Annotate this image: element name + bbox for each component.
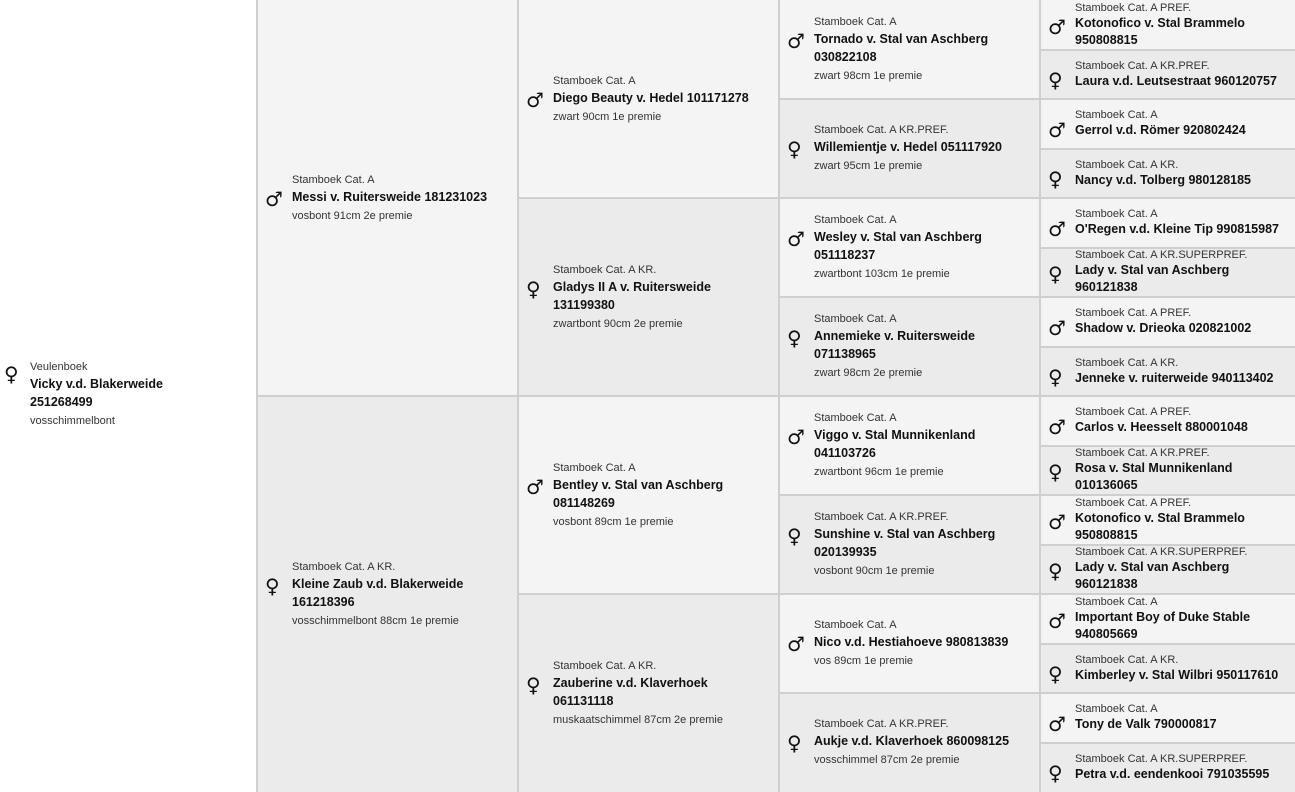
row-divider (1040, 445, 1295, 447)
female-icon: ♀ (787, 731, 802, 755)
horse-name[interactable]: Lady v. Stal van Aschberg 960121838 (1075, 560, 1230, 592)
gen3-horse-card[interactable] (779, 594, 1040, 693)
horse-name[interactable]: Messi v. Ruitersweide 181231023 (292, 189, 488, 204)
horse-name[interactable]: Gladys II A v. Ruitersweide 131199380 (553, 279, 711, 312)
horse-name[interactable]: Rosa v. Stal Munnikenland 010136065 (1075, 461, 1233, 493)
registry-label: Stamboek Cat. A KR. (1075, 653, 1179, 666)
gen3-horse-card[interactable] (779, 495, 1040, 594)
gen4-horse-card[interactable] (1040, 248, 1295, 298)
horse-name[interactable]: Important Boy of Duke Stable 940805669 (1075, 609, 1251, 641)
horse-description: vosschimmel 87cm 2e premie (814, 754, 960, 766)
horse-description: zwart 98cm 2e premie (814, 367, 923, 379)
gen4-horse-card[interactable] (1040, 495, 1295, 545)
horse-name[interactable]: Tornado v. Stal van Aschberg 030822108 (814, 32, 989, 64)
column-divider (1039, 0, 1041, 792)
horse-description: zwartbont 103cm 1e premie (814, 268, 950, 280)
root-horse-card[interactable] (0, 0, 257, 792)
female-icon: ♀ (1048, 662, 1063, 687)
registry-label: Stamboek Cat. A (1075, 703, 1158, 716)
gen2-horse-card[interactable] (518, 396, 779, 594)
horse-description: vosbont 90cm 1e premie (814, 565, 935, 577)
gen4-horse-card[interactable] (1040, 198, 1295, 248)
horse-description: zwart 98cm 1e premie (814, 70, 923, 82)
horse-name[interactable]: Laura v.d. Leutsestraat 960120757 (1075, 73, 1277, 88)
horse-description: zwartbont 90cm 2e premie (553, 317, 683, 330)
female-icon: ♀ (787, 326, 802, 350)
registry-label: Stamboek Cat. A (1075, 595, 1158, 608)
registry-label: Stamboek Cat. A (814, 313, 897, 325)
row-divider (1040, 148, 1295, 150)
horse-name[interactable]: Nancy v.d. Tolberg 980128185 (1075, 172, 1252, 187)
column-divider (517, 0, 519, 792)
horse-name[interactable]: Kotonofico v. Stal Brammelo 950808815 (1075, 510, 1245, 542)
gen4-horse-card[interactable] (1040, 297, 1295, 347)
registry-label: Stamboek Cat. A PREF. (1075, 496, 1192, 509)
row-divider (1040, 197, 1295, 199)
male-icon: ♂ (1048, 509, 1066, 534)
horse-name[interactable]: Kotonofico v. Stal Brammelo 950808815 (1075, 15, 1245, 47)
registry-label: Stamboek Cat. A KR.PREF. (814, 718, 949, 730)
gen3-horse-card[interactable] (779, 693, 1040, 792)
registry-label: Stamboek Cat. A (814, 619, 897, 631)
horse-description: zwart 95cm 1e premie (814, 160, 923, 172)
row-divider (779, 593, 1040, 595)
male-icon: ♂ (1048, 711, 1066, 736)
registry-label: Stamboek Cat. A (553, 74, 636, 87)
male-icon: ♂ (1048, 117, 1066, 142)
male-icon: ♂ (526, 87, 544, 112)
gen4-horse-card[interactable] (1040, 149, 1295, 199)
female-icon: ♀ (1048, 167, 1063, 192)
horse-name[interactable]: Viggo v. Stal Munnikenland 041103726 (814, 428, 976, 460)
row-divider (1040, 296, 1295, 298)
male-icon: ♂ (1048, 414, 1066, 439)
horse-name[interactable]: Gerrol v.d. Römer 920802424 (1075, 123, 1246, 138)
registry-label: Stamboek Cat. A KR.SUPERPREF. (1075, 249, 1248, 262)
row-divider (779, 197, 1040, 199)
female-icon: ♀ (1048, 68, 1063, 93)
row-divider (1040, 395, 1295, 397)
registry-label: Stamboek Cat. A PREF. (1075, 1, 1192, 14)
gen4-horse-card[interactable] (1040, 99, 1295, 149)
horse-name[interactable]: Aukje v.d. Klaverhoek 860098125 (814, 734, 1010, 748)
gen3-horse-card[interactable] (779, 198, 1040, 297)
row-divider (779, 98, 1040, 100)
column-divider (778, 0, 780, 792)
registry-label: Veulenboek (30, 361, 88, 373)
male-icon: ♂ (787, 227, 805, 251)
horse-name[interactable]: Shadow v. Drieoka 020821002 (1075, 321, 1252, 336)
row-divider (779, 395, 1040, 397)
registry-label: Stamboek Cat. A (1075, 109, 1158, 122)
gen4-horse-card[interactable] (1040, 50, 1295, 100)
row-divider (518, 197, 779, 199)
registry-label: Stamboek Cat. A PREF. (1075, 307, 1192, 320)
female-icon: ♀ (787, 524, 802, 548)
male-icon: ♂ (1048, 14, 1066, 39)
registry-label: Stamboek Cat. A (1075, 208, 1158, 221)
horse-name[interactable]: Zauberine v.d. Klaverhoek 061131118 (553, 675, 708, 708)
gen4-horse-card[interactable] (1040, 0, 1295, 50)
gen3-horse-card[interactable] (779, 297, 1040, 396)
horse-name[interactable]: Carlos v. Heesselt 880001048 (1075, 420, 1248, 435)
gen4-horse-card[interactable] (1040, 347, 1295, 397)
registry-label: Stamboek Cat. A KR.PREF. (1075, 447, 1210, 460)
row-divider (518, 593, 779, 595)
horse-name[interactable]: Jenneke v. ruiterweide 940113402 (1075, 370, 1274, 385)
horse-name[interactable]: Annemieke v. Ruitersweide 071138965 (814, 329, 975, 361)
row-divider (1040, 643, 1295, 645)
registry-label: Stamboek Cat. A (814, 214, 897, 226)
row-divider (257, 395, 518, 397)
gen3-horse-card[interactable] (779, 396, 1040, 495)
horse-name[interactable]: Petra v.d. eendenkooi 791035595 (1075, 766, 1270, 781)
registry-label: Stamboek Cat. A KR. (1075, 356, 1179, 369)
horse-name[interactable]: Tony de Valk 790000817 (1075, 717, 1217, 732)
gen4-horse-card[interactable] (1040, 594, 1295, 644)
female-icon: ♀ (1048, 761, 1063, 786)
horse-description: zwartbont 96cm 1e premie (814, 466, 944, 478)
female-icon: ♀ (1048, 559, 1063, 584)
male-icon: ♂ (787, 425, 805, 449)
row-divider (518, 395, 779, 397)
horse-name[interactable]: O'Regen v.d. Kleine Tip 990815987 (1075, 222, 1279, 237)
male-icon: ♂ (1048, 608, 1066, 633)
gen4-horse-card[interactable] (1040, 446, 1295, 496)
row-divider (1040, 742, 1295, 744)
horse-name[interactable]: Wesley v. Stal van Aschberg 051118237 (814, 230, 982, 262)
registry-label: Stamboek Cat. A KR.PREF. (1075, 59, 1210, 72)
male-icon: ♂ (265, 186, 283, 211)
horse-name[interactable]: Sunshine v. Stal van Aschberg 020139935 (814, 527, 996, 559)
horse-description: vos 89cm 1e premie (814, 655, 914, 667)
column-divider (256, 0, 258, 792)
horse-name[interactable]: Lady v. Stal van Aschberg 960121838 (1075, 263, 1230, 295)
horse-name[interactable]: Nico v.d. Hestiahoeve 980813839 (814, 635, 1009, 649)
gen4-horse-card[interactable] (1040, 396, 1295, 446)
registry-label: Stamboek Cat. A PREF. (1075, 406, 1192, 419)
horse-name[interactable]: Vicky v.d. Blakerweide 251268499 (30, 377, 163, 409)
row-divider (1040, 692, 1295, 694)
gen2-horse-card[interactable] (518, 594, 779, 792)
female-icon: ♀ (1048, 262, 1063, 287)
row-divider (1040, 98, 1295, 100)
horse-name[interactable]: Kleine Zaub v.d. Blakerweide 161218396 (292, 576, 464, 609)
horse-description: muskaatschimmel 87cm 2e premie (553, 713, 723, 726)
registry-label: Stamboek Cat. A KR. (553, 263, 657, 276)
row-divider (1040, 247, 1295, 249)
male-icon: ♂ (787, 29, 805, 53)
row-divider (779, 692, 1040, 694)
female-icon: ♀ (4, 362, 19, 386)
registry-label: Stamboek Cat. A (553, 461, 636, 474)
registry-label: Stamboek Cat. A KR. (1075, 158, 1179, 171)
male-icon: ♂ (526, 474, 544, 499)
gen4-horse-card[interactable] (1040, 743, 1295, 792)
row-divider (1040, 346, 1295, 348)
gen4-horse-card[interactable] (1040, 693, 1295, 743)
gen4-horse-card[interactable] (1040, 644, 1295, 694)
female-icon: ♀ (1048, 365, 1063, 390)
gen2-horse-card[interactable] (518, 0, 779, 198)
row-divider (1040, 494, 1295, 496)
horse-description: zwart 90cm 1e premie (553, 110, 662, 123)
horse-description: vosschimmelbont (30, 415, 115, 427)
registry-label: Stamboek Cat. A KR.SUPERPREF. (1075, 752, 1248, 765)
horse-description: vosschimmelbont 88cm 1e premie (292, 614, 459, 627)
row-divider (1040, 593, 1295, 595)
female-icon: ♀ (265, 573, 280, 598)
registry-label: Stamboek Cat. A KR. (292, 560, 396, 573)
registry-label: Stamboek Cat. A (292, 173, 375, 186)
gen1-horse-card[interactable] (257, 396, 518, 792)
horse-name[interactable]: Bentley v. Stal van Aschberg 081148269 (553, 477, 724, 510)
registry-label: Stamboek Cat. A KR.PREF. (814, 511, 949, 523)
gen2-horse-card[interactable] (518, 198, 779, 396)
female-icon: ♀ (526, 672, 541, 697)
registry-label: Stamboek Cat. A (814, 412, 897, 424)
registry-label: Stamboek Cat. A KR.PREF. (814, 124, 949, 136)
registry-label: Stamboek Cat. A KR. (553, 659, 657, 672)
row-divider (1040, 544, 1295, 546)
gen1-horse-card[interactable] (257, 0, 518, 396)
female-icon: ♀ (1048, 460, 1063, 485)
horse-name[interactable]: Willemientje v. Hedel 051117920 (814, 140, 1002, 154)
row-divider (779, 494, 1040, 496)
horse-name[interactable]: Diego Beauty v. Hedel 101171278 (553, 90, 749, 105)
gen3-horse-card[interactable] (779, 99, 1040, 198)
horse-description: vosbont 91cm 2e premie (292, 209, 413, 222)
male-icon: ♂ (1048, 315, 1066, 340)
male-icon: ♂ (787, 632, 805, 656)
gen4-horse-card[interactable] (1040, 545, 1295, 595)
gen3-horse-card[interactable] (779, 0, 1040, 99)
female-icon: ♀ (787, 137, 802, 161)
female-icon: ♀ (526, 276, 541, 301)
male-icon: ♂ (1048, 216, 1066, 241)
registry-label: Stamboek Cat. A (814, 16, 897, 28)
horse-description: vosbont 89cm 1e premie (553, 515, 674, 528)
registry-label: Stamboek Cat. A KR.SUPERPREF. (1075, 546, 1248, 559)
horse-name[interactable]: Kimberley v. Stal Wilbri 950117610 (1075, 667, 1279, 682)
row-divider (1040, 49, 1295, 51)
row-divider (779, 296, 1040, 298)
